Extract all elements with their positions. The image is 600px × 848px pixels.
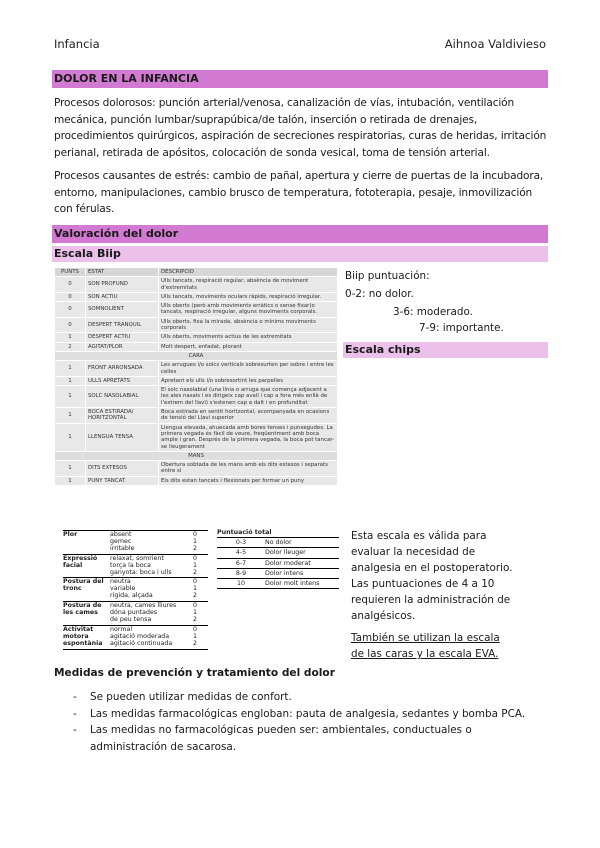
chips-items: [108, 626, 184, 649]
cell-punts: 1: [55, 423, 86, 451]
cell-descripcio: Els dits estan tancats i flexionats per formar un puny: [159, 476, 338, 485]
medidas-title: Medidas de prevención y tratamiento del dolor: [54, 667, 335, 679]
header-left: Infancia: [54, 37, 100, 51]
chips-note: [351, 528, 513, 662]
cell-punts: 0: [55, 302, 86, 318]
total-label: Dolor molt intens: [265, 580, 320, 588]
section-cara: CARA: [55, 351, 338, 360]
chips-items: [108, 531, 184, 554]
chips-points: [184, 555, 206, 578]
chips-note-line: evaluar la necesidad de: [351, 546, 476, 558]
table-row: [55, 342, 338, 351]
table-row: [55, 333, 338, 342]
chips-item: rigida, alçada: [110, 592, 153, 600]
cell-punts: 1: [55, 376, 86, 385]
table-row: [55, 386, 338, 408]
chips-point: 0: [192, 531, 197, 538]
section-title-dolor: DOLOR EN LA INFANCIA: [52, 70, 548, 88]
chips-table: [63, 530, 208, 650]
total-row: [217, 578, 339, 589]
chips-items: [108, 555, 184, 578]
table-section-row: [55, 351, 338, 360]
chips-label: Postura del tronc: [63, 578, 104, 593]
section-valoracion: Valoración del dolor: [52, 225, 548, 243]
chips-note-line: requieren la administración de: [351, 594, 511, 606]
cell-descripcio: Llengua elevada, ahuecada amb bores tenses i punxegudes. La primera vegada és fàcil de veure, freqüentment amb boca ample i gran. Després de la primera vegada, la boca pot tancar-se lleugerament: [159, 423, 338, 451]
cell-descripcio: Ulls oberts, moviments actius de les extremitats: [159, 333, 338, 342]
cell-descripcio: Apretant els ulls i/o sobresortint les parpelles: [159, 376, 338, 385]
cell-estat: SON ACTIU: [86, 292, 159, 301]
chips-item: gemec: [110, 537, 132, 545]
biip-score-none: 0-2: no dolor.: [345, 288, 414, 300]
cell-descripcio: Les arrugues i/o solcs verticals sobresurten per sobre i entre les celles: [159, 361, 338, 377]
chips-point: 1: [192, 561, 197, 569]
total-score-table: [217, 529, 339, 589]
chips-point: 2: [192, 544, 197, 552]
chips-item: dóna puntades: [110, 609, 158, 617]
header-descripcio: DESCRIPCIO: [159, 268, 338, 277]
table-row: [55, 361, 338, 377]
cell-estat: DITS EXTESOS: [86, 461, 159, 477]
table-row: [55, 376, 338, 385]
chips-row: [63, 602, 208, 626]
cell-estat: PUNY TANCAT: [86, 476, 159, 485]
cell-estat: SOMNOLIENT: [86, 302, 159, 318]
chips-note-line: analgésicos.: [351, 610, 416, 622]
chips-point: 0: [192, 554, 197, 562]
header-right: Aihnoa Valdivieso: [444, 37, 546, 51]
paragraph-procesos-estres: Procesos causantes de estrés: cambio de pañal, apertura y cierre de puertas de la incubadora, entorno, manipulaciones, cambio brusco de temperatura, fototerapia, pesaje, inmovilización con férulas.: [54, 170, 544, 216]
chips-item: agitació moderada: [110, 632, 170, 640]
cell-punts: 1: [55, 333, 86, 342]
chips-point: 0: [192, 578, 197, 586]
biip-table: [54, 267, 338, 486]
chips-note-underlined: También se utilizan la escala: [351, 632, 500, 644]
chips-points: [184, 602, 206, 625]
cell-estat: ULLS APRETATS: [86, 376, 159, 385]
cell-descripcio: Ulls tancats, respiració regular, absència de moviment d'extremitats: [159, 277, 338, 293]
section-mans: MANS: [55, 451, 338, 460]
total-label: Dolor intens: [265, 569, 304, 577]
chips-point: 2: [192, 592, 197, 600]
header-estat: ESTAT: [86, 268, 159, 277]
chips-points: [184, 531, 206, 554]
total-label: Dolor moderat: [265, 559, 311, 567]
cell-estat: BOCA ESTIRADA/ HORITZONTAL: [86, 408, 159, 424]
biip-score-title: Biip puntuación:: [345, 270, 430, 282]
cell-descripcio: Molt despert, enfadat, plorant: [159, 342, 338, 351]
header-punts: PUNTS: [55, 268, 86, 277]
chips-note-line: analgesia en el postoperatorio.: [351, 562, 513, 574]
cell-estat: DESPERT ACTIU: [86, 333, 159, 342]
cell-punts: 1: [55, 408, 86, 424]
biip-score-important: 7-9: importante.: [419, 322, 504, 334]
total-label: No dolor: [265, 539, 292, 546]
table-header-row: [55, 268, 338, 277]
paragraph-procesos-dolorosos: Procesos dolorosos: punción arterial/venosa, canalización de vías, intubación, ventilación mecánica, punción lumbar/suprapúbica/de talón, inserción o retirada de drenajes, procedimientos quirúrgicos, aspiración de secreciones respiratorias, curas de heridas, irritación perianal, retirada de apósitos, colocación de sonda vesical, toma de tensión arterial.: [54, 97, 547, 159]
chips-point: 1: [192, 537, 197, 545]
cell-punts: 0: [55, 277, 86, 293]
table-row: [55, 277, 338, 293]
chips-item: agitació continuada: [110, 639, 173, 647]
list-item: - Se pueden utilizar medidas de confort.: [54, 689, 548, 706]
table-row: [55, 317, 338, 333]
chips-point: 1: [192, 632, 197, 640]
chips-row: [63, 578, 208, 602]
cell-descripcio: Ulls oberts (però amb moviments erràtics o sense fixar)o tancats, respiració irregular, alguns moviments corporals.: [159, 302, 338, 318]
chips-item: neutra: [110, 578, 131, 586]
cell-descripcio: Ulls tancats, moviments oculars ràpids, respiració irregular.: [159, 292, 338, 301]
table-row: [55, 476, 338, 485]
chips-label: Plor: [63, 531, 78, 538]
cell-punts: 1: [55, 461, 86, 477]
biip-score-moderate: 3-6: moderado.: [393, 306, 473, 318]
total-range: 0-3: [235, 539, 247, 546]
cell-punts: 0: [55, 317, 86, 333]
total-label: Dolor lleuger: [265, 549, 306, 557]
cell-punts: 1: [55, 386, 86, 408]
cell-estat: SOLC NASOLABIAL: [86, 386, 159, 408]
total-row: [217, 547, 339, 557]
cell-descripcio: Obertura sobtada de les mans amb els dits estesos i separats entre si: [159, 461, 338, 477]
chips-point: 1: [192, 585, 197, 593]
chips-row: [63, 626, 208, 650]
chips-items: [108, 578, 184, 601]
chips-point: 2: [192, 568, 197, 576]
table-row: [55, 302, 338, 318]
cell-estat: FRONT ARRONSADA: [86, 361, 159, 377]
list-item: - Las medidas no farmacológicas pueden ser: ambientales, conductuales o administración de sacarosa.: [54, 722, 548, 755]
chips-point: 0: [192, 625, 197, 633]
total-score-title: Puntuació total: [217, 529, 272, 536]
chips-label: Expressió facial: [63, 554, 98, 569]
total-range: 6-7: [235, 559, 247, 567]
table-row: [55, 292, 338, 301]
section-escala-biip: Escala Biip: [52, 246, 548, 262]
chips-note-line: Las puntuaciones de 4 a 10: [351, 578, 495, 590]
chips-points: [184, 578, 206, 601]
chips-label: Activitat motora espontània: [63, 625, 103, 647]
chips-note-underlined: de las caras y la escala EVA.: [351, 648, 499, 660]
total-range: 4-5: [235, 549, 247, 557]
cell-estat: DESPERT TRANQUIL: [86, 317, 159, 333]
cell-descripcio: Boca estirada en sentit horitzontal, acompanyada en ocasions de tensió del Llavi superior: [159, 408, 338, 424]
chips-item: variable: [110, 585, 136, 593]
total-range: 10: [236, 580, 245, 588]
chips-item: torça la boca: [110, 561, 151, 569]
cell-punts: 2: [55, 342, 86, 351]
table-row: [55, 408, 338, 424]
section-escala-chips: Escala chips: [343, 342, 548, 358]
chips-note-line: Esta escala es válida para: [351, 530, 487, 542]
cell-punts: 0: [55, 292, 86, 301]
chips-item: normal: [110, 625, 133, 633]
chips-row: [63, 555, 208, 579]
total-row: [217, 558, 339, 568]
chips-point: 0: [192, 602, 197, 610]
cell-descripcio: El solc nasolabial (una línia o arruga que comença adjacent a les ales nasals i es dirigeix cap avall i cap a fora més enllà de l'extrem del llavi) s'estenen cap a dalt i en profunditat: [159, 386, 338, 408]
cell-estat: AGITAT/PLOR: [86, 342, 159, 351]
medidas-list: [54, 689, 548, 755]
chips-item: relaxat, somrient: [110, 554, 164, 562]
chips-point: 2: [192, 615, 197, 623]
cell-descripcio: Ulls oberts, fixa la mirada, absència o mínims moviments corporals: [159, 317, 338, 333]
chips-items: [108, 602, 184, 625]
cell-estat: SON PROFUND: [86, 277, 159, 293]
table-row: [55, 423, 338, 451]
cell-punts: 1: [55, 476, 86, 485]
total-row: [217, 537, 339, 547]
chips-point: 2: [192, 639, 197, 647]
chips-item: ganyota: boca i ulls: [110, 568, 172, 576]
chips-points: [184, 626, 206, 649]
total-range: 8-9: [235, 569, 247, 577]
chips-label: Postura de les cames: [63, 602, 102, 617]
list-item: - Las medidas farmacológicas engloban: pauta de analgesia, sedantes y bomba PCA.: [54, 706, 548, 723]
cell-estat: LLENGUA TENSA: [86, 423, 159, 451]
table-row: [55, 461, 338, 477]
chips-item: de peu tensa: [110, 615, 152, 623]
chips-item: irritable: [110, 544, 135, 552]
chips-point: 1: [192, 609, 197, 617]
total-row: [217, 568, 339, 578]
chips-item: absent: [110, 531, 132, 538]
chips-item: neutra, cames lliures: [110, 602, 177, 610]
cell-punts: 1: [55, 361, 86, 377]
chips-row: [63, 531, 208, 555]
table-section-row: [55, 451, 338, 460]
